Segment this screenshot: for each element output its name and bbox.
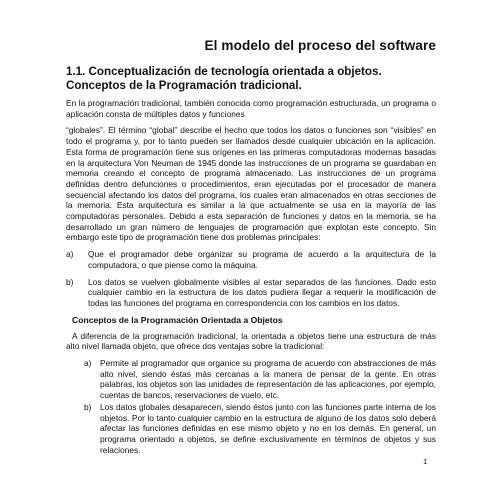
problem-item-a-text: Que el programador debe organizar su programa de acuerdo a la arquitectura de la computadora, o que piense como la máquina. xyxy=(88,249,436,270)
paragraph-intro: En la programación tradicional, también conocida como programación estructurada, un programa o aplicación consta de múltiples datos y funciones xyxy=(66,98,436,119)
list-item-b-text: Los datos globales desaparecen, siendo éstos junto con las funciones parte interna de los objetos. Por lo tanto cualquier cambio en la estructura de alguno de los datos solo deberá afectar las funciones definidas en ese mismo objeto y no en los demás. En general, un programa orientado a objetos, se define exclusivamente en términos de objetos y sus relaciones. xyxy=(100,401,436,455)
paragraph-oop: A diferencia de la programación tradicional, la orientada a objetos tiene una estructura de más alto nivel llamada objeto, que ofrece dos ventajas sobre la tradicional: xyxy=(66,330,436,352)
list-item-a-text: Permite al programador que organice su programa de acuerdo con abstracciones de más alto nivel, siendo éstas más cercanas a la manera de pensar de la gente. En otras palabras, los objetos son las unidades de representación de las aplicaciones, por ejemplo, cuentas de bancos, reservaciones de vuelo, etc. xyxy=(100,358,436,401)
problem-item-b-label: b) xyxy=(66,276,74,287)
problem-item-b xyxy=(66,277,436,309)
list-item-a-label: a) xyxy=(84,358,92,369)
section-heading xyxy=(66,65,436,92)
page-number: 1 xyxy=(423,457,428,466)
problem-item-a-label: a) xyxy=(66,249,74,260)
document-page xyxy=(66,38,436,456)
advantages-list xyxy=(84,358,436,455)
list-item xyxy=(84,358,436,401)
problem-item-b-text: Los datos se vuelven globalmente visibles al estar separados de las funciones. Dado esto cualquier cambio en la estructura de los datos pudiera llegar a requerir la modificación de todas las funciones del programa en correspondencia con los cambios en los datos. xyxy=(88,276,436,308)
section-heading-line2: Conceptos de la Programación tradicional. xyxy=(66,78,302,92)
list-item-b-label: b) xyxy=(84,401,92,412)
problem-item-a xyxy=(66,249,436,270)
document-title: El modelo del proceso del software xyxy=(204,38,436,53)
subheading-oop: Conceptos de la Programación Orientada a Objetos xyxy=(72,314,283,325)
paragraph-global: “globales”. El término “global” describe el hecho que todos los datos o funciones son “visibles” en todo el programa y, por lo tanto pueden ser llamados desde cualquier ubicación en la aplicación. Esta forma de programación tiene sus orígenes en las primeras computadoras modernas basadas en la arquitectura Von Neuman de 1945 donde las instrucciones de un programa se guardaban en memoria creando el concepto de programa almacenado. Las instrucciones de un programa definidas dentro defunciones o procedimientos, eran ejecutadas por el procesador de manera secuencial afectando los datos del programa, los cuales eran almacenados en otras secciones de la memoria. Esta arquitectura es similar a la que actualmente se usa en la mayoría de las computadoras personales. Debido a esta separación de funciones y datos en la memoria, se ha desarrollado un gran número de lenguajes de programación que explotan este concepto. Sin embargo este tipo de programación tiene dos problemas principales: xyxy=(66,125,436,243)
list-item xyxy=(84,402,436,456)
section-heading-line1: 1.1. Conceptualización de tecnología orientada a objetos. xyxy=(66,65,382,78)
